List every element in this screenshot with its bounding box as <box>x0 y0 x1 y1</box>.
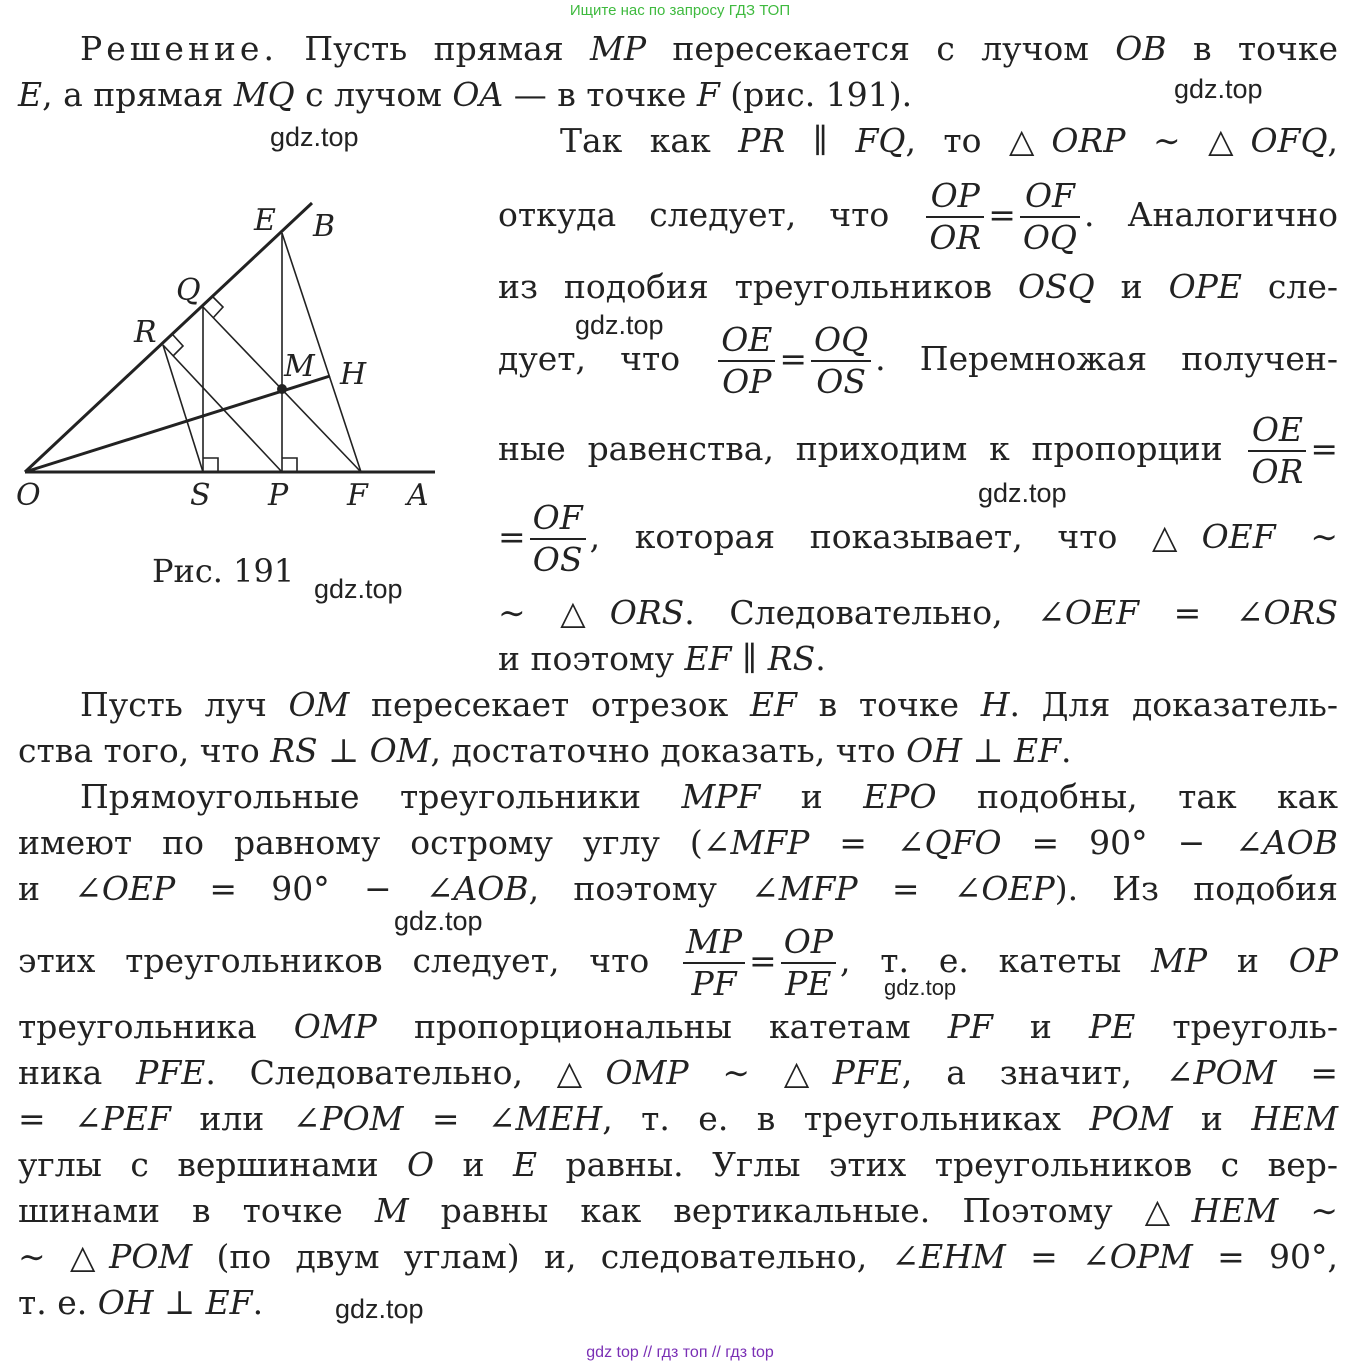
right-angle-r <box>173 335 183 356</box>
denominator: OQ <box>1022 218 1077 257</box>
fraction <box>1020 176 1080 258</box>
figure-caption: Рис. 191 <box>152 552 295 590</box>
math: F <box>696 75 720 114</box>
text-line-p2-2 <box>18 728 1338 774</box>
text-line-r5 <box>498 406 1338 492</box>
watermark: gdz.top <box>314 574 403 604</box>
segment-rs <box>163 345 203 472</box>
text-span: . Следовательно, <box>684 593 1038 632</box>
equals: = <box>1310 429 1338 468</box>
text-span: = 90° − <box>175 869 426 908</box>
numerator: OP <box>781 922 836 964</box>
math: △OEF ∼ <box>1152 517 1339 556</box>
math: OH ⊥ EF <box>97 1283 253 1322</box>
math: OM <box>288 685 350 724</box>
text-span: , т. е. в треугольниках <box>602 1099 1090 1138</box>
text-line-p3-1 <box>18 774 1338 820</box>
text-line-r1 <box>498 118 1338 164</box>
text-span: , а прямая <box>42 75 234 114</box>
fraction <box>1248 410 1306 492</box>
bottom-banner[interactable]: gdz top // гдз топ // гдз top <box>586 1344 774 1361</box>
watermark: gdz.top <box>884 975 957 1000</box>
denominator: OS <box>816 362 866 401</box>
text-line-p3-6 <box>18 1050 1338 1096</box>
math: ∼ △ORS <box>498 593 685 632</box>
math: E <box>513 1145 538 1184</box>
text-span: равны как вертикальные. Поэтому <box>408 1191 1145 1230</box>
text-span: . <box>815 639 826 678</box>
text-span: . <box>252 1283 264 1322</box>
text-span: пропорциональны катетам <box>376 1007 948 1046</box>
denominator: OS <box>532 540 583 579</box>
right-angle-p <box>282 458 297 472</box>
numerator: OE <box>718 320 775 362</box>
math: ∠OEF = ∠ORS <box>1037 593 1339 632</box>
math: HEM <box>1251 1099 1339 1138</box>
label-b: B <box>313 209 336 244</box>
text-span: . Перемножая получен- <box>875 339 1338 378</box>
text-line-p3-4 <box>18 918 1338 1004</box>
text-span: или <box>170 1099 293 1138</box>
text-span: подобны, так как <box>936 777 1338 816</box>
text-line-p3-3 <box>18 866 1338 912</box>
text-span: и <box>992 1007 1090 1046</box>
text-line-p3-10 <box>18 1234 1338 1280</box>
text-line-r7 <box>498 590 1338 636</box>
math: EF <box>749 685 797 724</box>
text-span: — в точке <box>503 75 697 114</box>
text-span: , <box>1327 121 1339 160</box>
text-span: , которая показывает, что <box>589 517 1153 556</box>
numerator: OF <box>1020 176 1080 218</box>
text-span: и <box>18 869 75 908</box>
equals: = <box>749 941 777 980</box>
math: H <box>980 685 1010 724</box>
text-span: в точке <box>1166 29 1339 68</box>
text-line-r3 <box>498 264 1338 310</box>
numerator: MP <box>683 922 745 964</box>
label-a: A <box>407 478 429 513</box>
text-line-r2 <box>498 172 1338 258</box>
math: RS ⊥ OM <box>270 731 431 770</box>
math: OB <box>1115 29 1167 68</box>
math: ∠POM = <box>1165 1053 1339 1092</box>
fraction <box>683 922 745 1004</box>
denominator: PF <box>691 964 737 1003</box>
label-r: R <box>134 315 157 350</box>
text-span: = 90°, <box>1192 1237 1338 1276</box>
text-span: ства того, что <box>18 731 271 770</box>
text-span: , а значит, <box>901 1053 1166 1092</box>
watermark: gdz.top <box>575 310 664 340</box>
text-span: ). Из подобия <box>1054 869 1338 908</box>
fraction <box>530 498 586 580</box>
math: △HEM ∼ <box>1144 1191 1338 1230</box>
text-span: пересекает отрезок <box>349 685 750 724</box>
math: OH ⊥ EF <box>906 731 1062 770</box>
math: ∼ △POM <box>18 1237 193 1276</box>
text-line-p3-8 <box>18 1142 1338 1188</box>
text-span: шинами в точке <box>18 1191 375 1230</box>
watermark: gdz.top <box>270 122 359 152</box>
watermark: gdz.top <box>978 478 1067 508</box>
text-span: откуда следует, что <box>498 195 923 234</box>
fraction <box>811 320 871 402</box>
text-span: . Аналогично <box>1083 195 1339 234</box>
text-span: равны. Углы этих треугольников с вер- <box>537 1145 1338 1184</box>
watermark: gdz.top <box>394 906 483 936</box>
math: OP <box>1288 941 1338 980</box>
denominator: OP <box>722 362 772 401</box>
numerator: OP <box>926 176 984 218</box>
label-h: H <box>340 357 367 392</box>
label-s: S <box>190 478 211 513</box>
text-span: и <box>1094 267 1169 306</box>
math: PFE <box>136 1053 206 1092</box>
text-span: Прямоугольные треугольники <box>80 777 682 816</box>
right-angle-q <box>213 297 223 318</box>
text-span: и <box>434 1145 513 1184</box>
text-span: (рис. 191). <box>719 75 913 114</box>
numerator: OE <box>1248 410 1306 452</box>
label-m: M <box>284 349 315 384</box>
math: ∠OEP <box>74 869 176 908</box>
math: MP <box>1151 941 1208 980</box>
fraction <box>926 176 984 258</box>
text-span: из подобия треугольников <box>498 267 1018 306</box>
text-span: и <box>1207 941 1289 980</box>
text-span: . <box>1061 731 1072 770</box>
text-line-p2-1 <box>18 682 1338 728</box>
text-line-p3-7 <box>18 1096 1338 1142</box>
text-line-2 <box>18 72 1338 118</box>
text-span: дует, что <box>498 339 715 378</box>
text-span: ника <box>18 1053 137 1092</box>
math: E <box>18 75 43 114</box>
text-span: т. е. <box>18 1283 98 1322</box>
math: = ∠PEF <box>18 1099 171 1138</box>
math: ∠MFP = ∠OEP <box>751 869 1055 908</box>
label-p: P <box>268 478 289 513</box>
equals: = <box>779 339 808 378</box>
math: M <box>374 1191 409 1230</box>
text-span: (по двум углам) и, следовательно, <box>192 1237 892 1276</box>
text-span: пересекается с лучом <box>646 29 1116 68</box>
text-line-1 <box>18 26 1338 72</box>
numerator: OQ <box>811 320 871 362</box>
text-span: ные равенства, приходим к пропорции <box>498 429 1245 468</box>
label-e: E <box>254 203 276 238</box>
top-banner[interactable]: Ищите нас по запросу ГДЗ ТОП <box>569 2 791 19</box>
math: PE <box>1089 1007 1136 1046</box>
text-span: = 90° − <box>1001 823 1236 862</box>
text-span: . Для доказатель- <box>1009 685 1338 724</box>
segment-rp <box>163 345 282 472</box>
text-span: Пусть прямая <box>277 29 591 68</box>
label-o: O <box>16 478 41 513</box>
math: △OMP ∼ △PFE <box>556 1053 902 1092</box>
denominator: OR <box>929 218 982 257</box>
math: △ORP ∼ △OFQ <box>1009 121 1328 160</box>
solution-heading: Решение. <box>80 29 278 68</box>
fraction <box>718 320 775 402</box>
math: OPE <box>1168 267 1242 306</box>
denominator: OR <box>1251 452 1304 491</box>
fraction <box>781 922 836 1004</box>
math: O <box>407 1145 435 1184</box>
text-line-p3-2 <box>18 820 1338 866</box>
text-line-p3-9 <box>18 1188 1338 1234</box>
text-span: Пусть луч <box>80 685 289 724</box>
math: MQ <box>233 75 295 114</box>
math: PR ∥ FQ <box>738 121 906 160</box>
math: EPO <box>863 777 937 816</box>
text-line-p3-5 <box>18 1004 1338 1050</box>
ray-ob <box>25 203 312 472</box>
text-span: , т. е. катеты <box>839 941 1152 980</box>
watermark: gdz.top <box>1174 74 1263 104</box>
math: EF ∥ RS <box>684 639 816 678</box>
text-span: треуголь- <box>1135 1007 1338 1046</box>
math: ∠EHM = ∠OPM <box>891 1237 1193 1276</box>
math: MP <box>590 29 647 68</box>
figure-191 <box>10 190 450 520</box>
math: OMP <box>293 1007 377 1046</box>
text-span: , поэтому <box>528 869 752 908</box>
math: MPF <box>681 777 761 816</box>
text-line-r6 <box>498 494 1338 580</box>
text-span: и поэтому <box>498 639 685 678</box>
text-span: . Следовательно, <box>205 1053 557 1092</box>
math: ∠MFP = ∠QFO <box>702 823 1002 862</box>
text-span: этих треугольников следует, что <box>18 941 680 980</box>
math: OSQ <box>1018 267 1095 306</box>
text-span: , то <box>905 121 1010 160</box>
math: ∠POM = ∠MEH <box>292 1099 603 1138</box>
math: ∠AOB <box>425 869 529 908</box>
denominator: PE <box>785 964 832 1003</box>
label-q: Q <box>176 273 201 308</box>
math: OA <box>452 75 504 114</box>
text-span: с лучом <box>294 75 453 114</box>
right-angle-s <box>203 458 218 472</box>
math: POM <box>1089 1099 1173 1138</box>
text-span: Так как <box>560 121 739 160</box>
text-span: в точке <box>796 685 981 724</box>
numerator: OF <box>530 498 586 540</box>
point-m <box>277 384 287 394</box>
label-f: F <box>347 478 368 513</box>
equals: = <box>988 195 1016 234</box>
text-span: , достаточно доказать, что <box>430 731 907 770</box>
math: ∠AOB <box>1235 823 1338 862</box>
watermark: gdz.top <box>335 1294 424 1324</box>
text-span: сле- <box>1241 267 1338 306</box>
text-span: треугольника <box>18 1007 294 1046</box>
text-span: и <box>760 777 864 816</box>
math: PF <box>947 1007 993 1046</box>
text-line-r8 <box>498 636 1338 682</box>
equals: = <box>498 517 526 556</box>
text-span: углы с вершинами <box>18 1145 408 1184</box>
text-span: и <box>1172 1099 1252 1138</box>
text-line-p3-11 <box>18 1280 1338 1326</box>
text-span: имеют по равному острому углу ( <box>18 823 703 862</box>
